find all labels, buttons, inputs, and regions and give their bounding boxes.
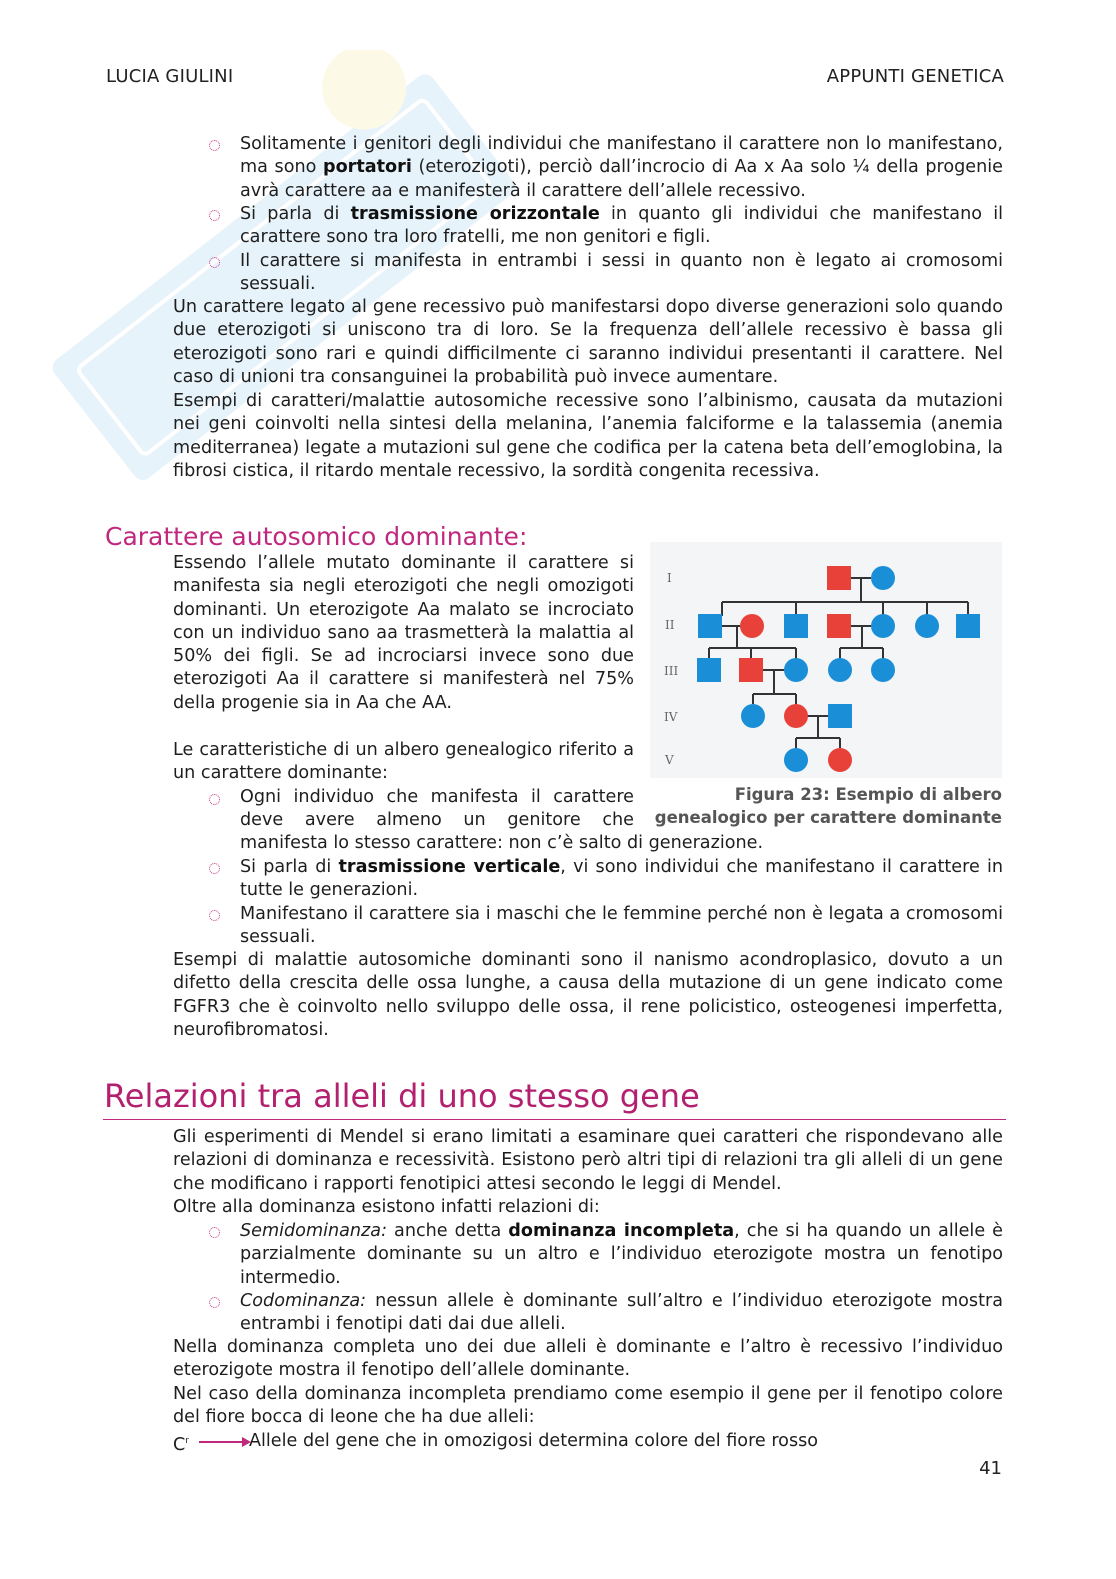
pedigree-male-unaffected <box>698 614 722 638</box>
allele-description: Allele del gene che in omozigosi determina colore del fiore rosso <box>249 1431 819 1451</box>
bullet-both-sexes: Il carattere si manifesta in entrambi i sessi in quanto non è legato ai cromosomi sessuali. <box>240 251 1003 295</box>
bullet-marker <box>206 1225 226 1245</box>
pedigree-female-unaffected <box>784 658 808 682</box>
bullet-dominant-line-2: deve avere almeno un genitore che <box>240 810 634 830</box>
bullet-codominance: Codominanza: nessun allele è dominante sull’altro e l’individuo eterozigote mostra entrambi i fenotipi dati dai due alleli. <box>240 1291 1003 1335</box>
header-title: APPUNTI GENETICA <box>826 66 1004 87</box>
paragraph-relations-intro: Oltre alla dominanza esistono infatti relazioni di: <box>173 1197 600 1217</box>
pedigree-female-unaffected <box>828 658 852 682</box>
pedigree-female-unaffected <box>784 748 808 772</box>
header-author: LUCIA GIULINI <box>106 66 234 87</box>
bullet-dominant-line-3: manifesta lo stesso carattere: non c’è salto di generazione. <box>240 833 764 853</box>
pedigree-figure <box>650 542 1002 778</box>
heading-divider <box>103 1119 1006 1120</box>
paragraph-dominant-intro: Essendo l’allele mutato dominante il carattere si manifesta sia negli eterozigoti che negli omozigoti dominanti. Un eterozigote Aa malato se incrociato con un individuo sano aa trasmetterà la malattia al 50% dei figli. Se ad incrociarsi invece sono due eterozigoti Aa il carattere si manifesterà nel 75% della progenie sia in Aa che AA. <box>173 553 634 713</box>
section-heading-alleles: Relazioni tra alleli di uno stesso gene <box>104 1077 700 1115</box>
paragraph-complete-dominance: Nella dominanza completa uno dei due alleli è dominante e l’altro è recessivo l’individuo eterozigote mostra il fenotipo dell’allele dominante. <box>173 1337 1003 1381</box>
bullet-horizontal-transmission: Si parla di trasmissione orizzontale in quanto gli individui che manifestano il carattere sono tra loro fratelli, me non genitori e figli. <box>240 204 1004 248</box>
pedigree-female-affected <box>784 704 808 728</box>
bullet-marker <box>206 792 226 812</box>
generation-label: V <box>665 753 674 767</box>
pedigree-male-affected <box>739 658 763 682</box>
generation-label: I <box>667 571 672 585</box>
bullet-marker <box>206 1295 226 1315</box>
pedigree-male-affected <box>827 614 851 638</box>
pedigree-chart <box>650 542 1002 778</box>
bullet-marker <box>206 861 226 881</box>
paragraph-mendel: Gli esperimenti di Mendel si erano limitati a esaminare quei caratteri che rispondevano alle relazioni di dominanza e recessività. Esistono però altri tipi di relazioni tra gli alleli di un gene che modificano i rapporti fenotipici attesi secondo le leggi di Mendel. <box>173 1127 1003 1194</box>
paragraph-incomplete-dominance: Nel caso della dominanza incompleta prendiamo come esempio il gene per il fenotipo colore del fiore bocca di leone che ha due alleli: <box>173 1384 1003 1428</box>
bullet-semidominance: Semidominanza: anche detta dominanza incompleta, che si ha quando un allele è parzialmente dominante su un altro e l’individuo eterozigote mostra un fenotipo intermedio. <box>240 1221 1003 1288</box>
pedigree-male-affected <box>827 566 851 590</box>
pedigree-female-unaffected <box>915 614 939 638</box>
bullet-marker <box>206 138 226 158</box>
figure-caption: Figura 23: Esempio di albero genealogico per carattere dominante <box>654 785 1002 827</box>
generation-label: IV <box>664 710 678 724</box>
bullet-vertical-transmission: Si parla di trasmissione verticale, vi sono individui che manifestano il carattere in tutte le generazioni. <box>240 857 1003 901</box>
paragraph-recessive-examples: Esempi di caratteri/malattie autosomiche recessive sono l’albinismo, causata da mutazioni nei geni coinvolti nella sintesi della melanina, l’anemia falciforme e la talassemia (anemia mediterranea) legate a mutazioni sul gene che codifica per la catena beta dell’emoglobina, la fibrosi cistica, il ritardo mentale recessivo, la sordità congenita recessiva. <box>173 391 1003 481</box>
pedigree-female-unaffected <box>871 566 895 590</box>
pedigree-male-unaffected <box>828 704 852 728</box>
pedigree-female-affected <box>740 614 764 638</box>
bullet-both-sexes-dominant: Manifestano il carattere sia i maschi che le femmine perché non è legata a cromosomi sessuali. <box>240 904 1003 948</box>
paragraph-dominant-examples: Esempi di malattie autosomiche dominanti sono il nanismo acondroplasico, dovuto a un difetto della crescita delle ossa lunghe, a causa della mutazione di un gene indicato come FGFR3 che è coinvolto nello sviluppo delle ossa, il rene policistico, osteogenesi imperfetta, neurofibromatosi. <box>173 950 1003 1040</box>
section-heading-dominant: Carattere autosomico dominante: <box>105 522 528 551</box>
generation-label: III <box>664 664 679 678</box>
allele-symbol: $C^r$ <box>173 1434 189 1455</box>
bullet-marker <box>206 908 226 928</box>
pedigree-male-unaffected <box>784 614 808 638</box>
pedigree-female-affected <box>828 748 852 772</box>
bullet-carriers: Solitamente i genitori degli individui che manifestano il carattere non lo manifestano, ma sono portatori (eterozigoti), perciò dall’incrocio di Aa x Aa solo ¼ della progenie avrà carattere aa e manifesterà il carattere dell’allele recessivo. <box>240 134 1003 201</box>
arrow-icon <box>199 1441 247 1443</box>
pedigree-female-unaffected <box>871 614 895 638</box>
pedigree-female-unaffected <box>741 704 765 728</box>
bullet-marker <box>206 208 226 228</box>
pedigree-male-unaffected <box>956 614 980 638</box>
pedigree-male-unaffected <box>697 658 721 682</box>
paragraph-dominant-characteristics: Le caratteristiche di un albero genealogico riferito a un carattere dominante: <box>173 740 634 784</box>
generation-label: II <box>665 618 675 632</box>
bullet-marker <box>206 255 226 275</box>
pedigree-female-unaffected <box>871 658 895 682</box>
bullet-dominant-line-1: Ogni individuo che manifesta il carattere <box>240 787 634 807</box>
page-number: 41 <box>979 1458 1002 1479</box>
paragraph-recessive-generations: Un carattere legato al gene recessivo può manifestarsi dopo diverse generazioni solo quando due eterozigoti si uniscono tra di loro. Se la frequenza dell’allele recessivo è bassa gli eterozigoti sono rari e quindi difficilmente ci saranno individui presentanti il carattere. Nel caso di unioni tra consanguinei la probabilità può invece aumentare. <box>173 297 1003 387</box>
